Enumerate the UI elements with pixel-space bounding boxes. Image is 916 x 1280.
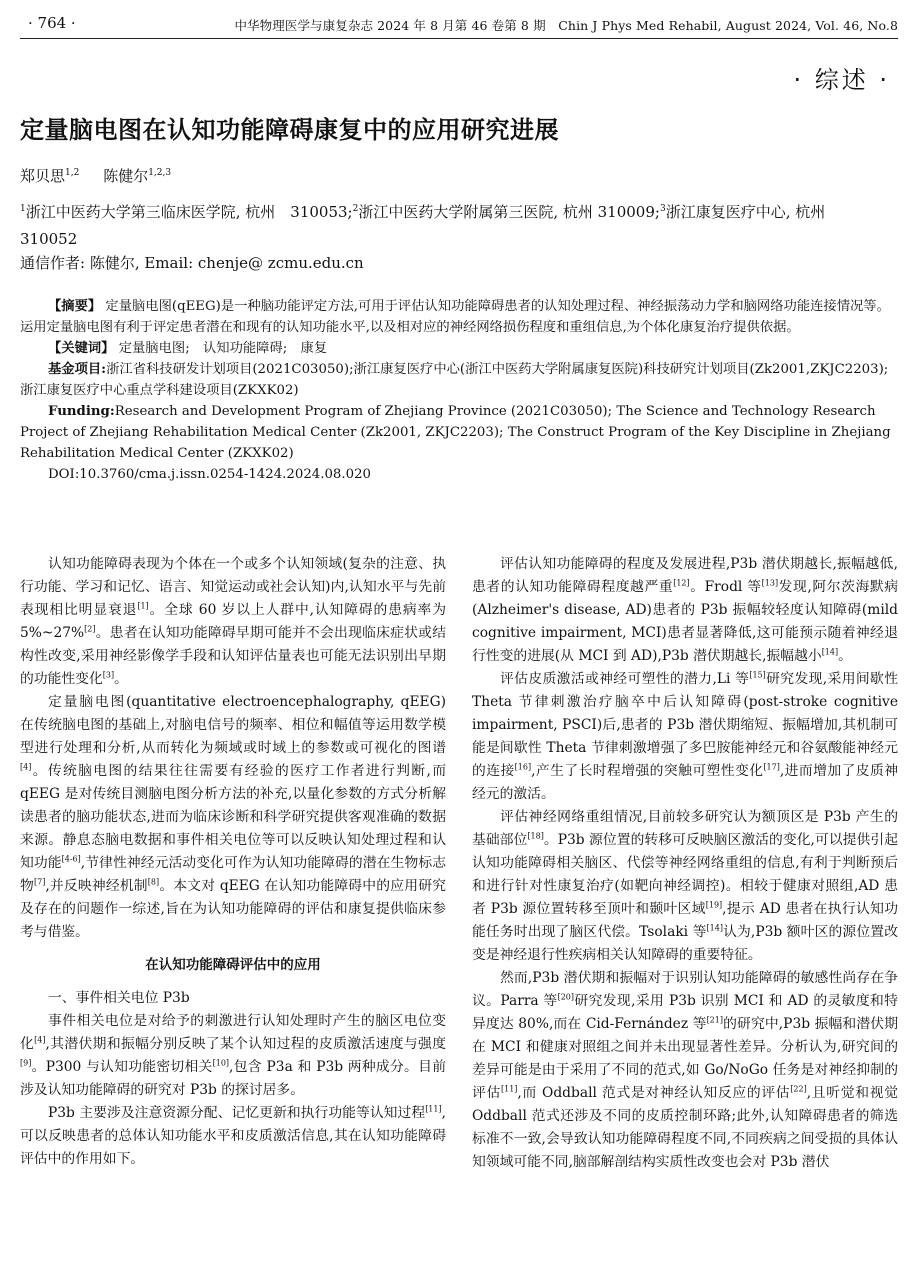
- citation-ref: [11]: [500, 1084, 518, 1094]
- citation-ref: [17]: [763, 762, 780, 772]
- section-heading: 在认知功能障碍评估中的应用: [145, 957, 321, 973]
- citation-ref: [2]: [84, 624, 96, 634]
- affil-line: 浙江康复医疗中心, 杭州 310052: [20, 203, 841, 248]
- text-run: 研究发现,采用间歇性 Theta 节律刺激治疗脑卒中后认知障碍(post-stroke cognitive impairment, PSCI)后,患者的 P3b 潜伏期缩短、振幅增加,其机制可能是间歇性 Theta 节律刺激增强了多巴胺能神经元和谷氨酸能神经元的连接: [472, 671, 898, 779]
- page-number: · 764 ·: [28, 14, 76, 32]
- journal-citation: 中华物理医学与康复杂志 2024 年 8 月第 46 卷第 8 期 Chin J Phys Med Rehabil, August 2024, Vol. 46, No.8: [234, 18, 898, 33]
- affil-line: 浙江中医药大学附属第三医院, 杭州 310009;: [358, 203, 660, 221]
- text-run: ,其潜伏期和振幅分别反映了某个认知过程的皮质激活速度与强度: [45, 1036, 447, 1052]
- abstract-block: [20, 296, 896, 485]
- body-paragraph: [20, 553, 446, 691]
- author-affil-sup: 1,2,3: [148, 168, 172, 178]
- text-run: ,进而增加了皮质神经元的激活。: [472, 763, 899, 802]
- body-paragraph: [20, 1102, 446, 1171]
- text-run: 的研究中,P3b 振幅和潜伏期在 MCI 和健康对照组之间并未出现显著性差异。分析认为,研究间的差异可能是由于采用了不同的范式,如 Go/NoGo 任务是对神经抑制的评估: [472, 1016, 899, 1101]
- citation-ref: [13]: [761, 578, 779, 588]
- author-affil-sup: 1,2: [65, 168, 80, 178]
- body-paragraph: [472, 967, 898, 1174]
- text-run: 认知功能障碍表现为个体在一个或多个认知领域(复杂的注意、执行功能、学习和记忆、语言、知觉运动或社会认知)内,认知水平与先前表现相比明显衰退: [20, 556, 446, 618]
- doi: DOI:10.3760/cma.j.issn.0254-1424.2024.08.020: [48, 467, 372, 482]
- text-run: 研究发现,采用 P3b 识别 MCI 和 AD 的灵敏度和特异度达 80%,而在 Cid-Fernández 等: [472, 993, 898, 1032]
- text-run: ,可以反映患者的总体认知功能水平和皮质激活信息,其在认知功能障碍评估中的作用如下。: [20, 1105, 446, 1167]
- article-title: 定量脑电图在认知功能障碍康复中的应用研究进展: [20, 116, 559, 144]
- author-name: 陈健尔: [103, 167, 149, 185]
- text-run: 。患者在认知功能障碍早期可能并不会出现临床症状或结构性改变,采用神经影像学手段和认知评估量表也可能无法识别出早期的功能性变化: [20, 625, 446, 687]
- text-run: 认为,P3b 额叶区的源位置改变是神经退行性疾病相关认知障碍的重要特征。: [472, 924, 898, 963]
- citation-ref: [4-6]: [61, 854, 81, 864]
- citation-ref: [18]: [527, 831, 544, 841]
- citation-ref: [22]: [790, 1084, 807, 1094]
- citation-ref: [14]: [706, 923, 723, 933]
- citation-ref: [4]: [20, 762, 32, 772]
- fund-text: 浙江省科技研发计划项目(2021C03050);浙江康复医疗中心(浙江中医药大学附属康复医院)科技研究计划项目(Zk2001,ZKJC2203);浙江康复医疗中心重点学科建设项目(ZKXK02): [20, 362, 889, 398]
- text-run: ,产生了长时程增强的突触可塑性变化: [531, 763, 764, 779]
- author-name: 郑贝思: [20, 167, 66, 185]
- text-run: 。全球 60 岁以上人群中,认知障碍的患病率为 5%~27%: [20, 602, 447, 641]
- affil-sup: 3: [659, 204, 666, 214]
- citation-ref: [10]: [212, 1058, 230, 1068]
- citation-ref: [4]: [34, 1035, 46, 1045]
- keywords-label: 【关键词】: [48, 341, 115, 356]
- citation-ref: [12]: [673, 578, 690, 588]
- text-run: 评估神经网络重组情况,目前较多研究认为额顶区是 P3b 产生的基础部位: [472, 809, 898, 848]
- text-run: ,包含 P3a 和 P3b 两种成分。目前涉及认知功能障碍的研究对 P3b 的探讨居多。: [20, 1059, 446, 1098]
- text-run: ,且听觉和视觉 Oddball 范式还涉及不同的皮质控制环路;此外,认知障碍患者的筛选标准不一致,会导致认知功能障碍程度不同,不同疾病之间受损的具体认知领域可能不同,脑部解剖结构实质性改变也会对 P3b 潜伏: [472, 1085, 899, 1170]
- citation-ref: [11]: [425, 1104, 442, 1114]
- subsection-heading: 一、事件相关电位 P3b: [48, 990, 190, 1006]
- body-column-left: [20, 553, 446, 1171]
- body-paragraph: [472, 668, 898, 806]
- body-paragraph: [472, 553, 898, 668]
- affil-line: 浙江中医药大学第三临床医学院, 杭州 310053;: [25, 203, 353, 221]
- keywords-text: 定量脑电图; 认知功能障碍; 康复: [118, 341, 328, 356]
- author-list: [20, 165, 171, 186]
- text-run: 。P3b 源位置的转移可反映脑区激活的变化,可以提供引起认知功能障碍相关脑区、代偿等神经网络重组的信息,有利于判断预后和进行针对性康复治疗(如靶向神经调控)。相较于健康对照组,AD 患者 P3b 源位置转移至顶叶和颞叶区域: [472, 832, 899, 917]
- abstract-text: 定量脑电图(qEEG)是一种脑功能评定方法,可用于评估认知功能障碍患者的认知处理过程、神经振荡动力学和脑网络功能连接情况等。运用定量脑电图有利于评定患者潜在和现有的认知功能水平,以及相对应的神经网络损伤程度和重组信息,为个体化康复治疗提供依据。: [20, 299, 890, 335]
- text-run: 定量脑电图(quantitative electroencephalography, qEEG)在传统脑电图的基础上,对脑电信号的频率、相位和幅值等运用数学模型进行处理和分析,从而转化为频域或时域上的参数或可视化的图谱: [20, 694, 446, 756]
- citation-ref: [16]: [514, 762, 532, 772]
- text-run: 评估皮质激活或神经可塑性的潜力,Li 等: [500, 671, 750, 687]
- fund-label: 基金项目:: [48, 362, 107, 377]
- text-run: 。: [114, 671, 128, 687]
- citation-ref: [14]: [821, 647, 839, 657]
- text-run: P3b 主要涉及注意资源分配、记忆更新和执行功能等认知过程: [48, 1105, 426, 1121]
- affil-sup: 2: [352, 204, 359, 214]
- text-run: ,而 Oddball 范式是对神经认知反应的评估: [517, 1085, 791, 1101]
- running-header: [20, 10, 898, 39]
- citation-ref: [3]: [102, 670, 115, 680]
- citation-ref: [20]: [557, 992, 575, 1002]
- affiliations: [20, 196, 890, 253]
- text-run: 。Frodl 等: [689, 579, 762, 595]
- text-run: 。P300 与认知功能密切相关: [31, 1059, 213, 1075]
- text-run: 评估认知功能障碍的程度及发展进程,P3b 潜伏期越长,振幅越低,患者的认知功能障碍程度越严重: [472, 556, 898, 595]
- funding-paragraph: [20, 401, 896, 464]
- text-run: 发现,阿尔茨海默病(Alzheimer's disease, AD)患者的 P3b 振幅较轻度认知障碍(mild cognitive impairment, MCI)患者显著降低,这可能预示随着神经退行性变的进展(从 MCI 到 AD),P3b 潜伏期越长,振幅越小: [472, 579, 898, 664]
- citation-ref: [7]: [33, 877, 46, 887]
- citation-ref: [8]: [147, 877, 160, 887]
- abstract-paragraph: [20, 296, 896, 338]
- body-paragraph: [20, 1010, 446, 1102]
- text-run: 。: [838, 648, 852, 664]
- citation-ref: [19]: [705, 900, 723, 910]
- keywords-paragraph: [20, 338, 896, 359]
- body-paragraph: [472, 806, 898, 967]
- text-run: ,节律性神经元活动变化可作为认知功能障碍的潜在生物标志物: [20, 855, 446, 894]
- text-run: 。本文对 qEEG 在认知功能障碍中的应用研究及存在的问题作一综述,旨在为认知功能障碍的评估和康复提供临床参考与借鉴。: [20, 878, 446, 940]
- affil-sup: 1: [20, 204, 26, 214]
- body-column-right: [472, 553, 898, 1174]
- citation-ref: [1]: [137, 601, 149, 611]
- citation-ref: [9]: [20, 1058, 32, 1068]
- section-label: · 综述 ·: [793, 66, 890, 94]
- text-run: 事件相关电位是对给予的刺激进行认知处理时产生的脑区电位变化: [20, 1013, 446, 1052]
- citation-ref: [21]: [706, 1015, 723, 1025]
- text-run: ,提示 AD 患者在执行认知功能任务时出现了脑区代偿。Tsolaki 等: [472, 901, 898, 940]
- funding-text: Research and Development Program of Zhejiang Province (2021C03050); The Science and Technology Research Project of Zhejiang Rehabilitation Medical Center (Zk2001, ZKJC2203); The Construct Program of the Key Discipline in Zhejiang Rehabilitation Medical Center (ZKXK02): [20, 404, 891, 461]
- correspondence: 通信作者: 陈健尔, Email: chenje@ zcmu.edu.cn: [20, 254, 364, 272]
- abstract-label: 【摘要】: [48, 299, 102, 314]
- fund-paragraph: [20, 359, 896, 401]
- funding-label: Funding:: [48, 404, 115, 419]
- body-paragraph: [20, 691, 446, 944]
- citation-ref: [15]: [749, 670, 766, 680]
- text-run: 。传统脑电图的结果往往需要有经验的医疗工作者进行判断,而 qEEG 是对传统目测脑电图分析方法的补充,以量化参数的方式分析解读患者的脑功能状态,进而为临床诊断和科学研究提供客观准确的数据来源。静息态脑电数据和事件相关电位等可以反映认知处理过程和认知功能: [20, 763, 446, 871]
- text-run: 然而,P3b 潜伏期和振幅对于识别认知功能障碍的敏感性尚存在争议。Parra 等: [472, 970, 898, 1009]
- text-run: ,并反映神经机制: [45, 878, 148, 894]
